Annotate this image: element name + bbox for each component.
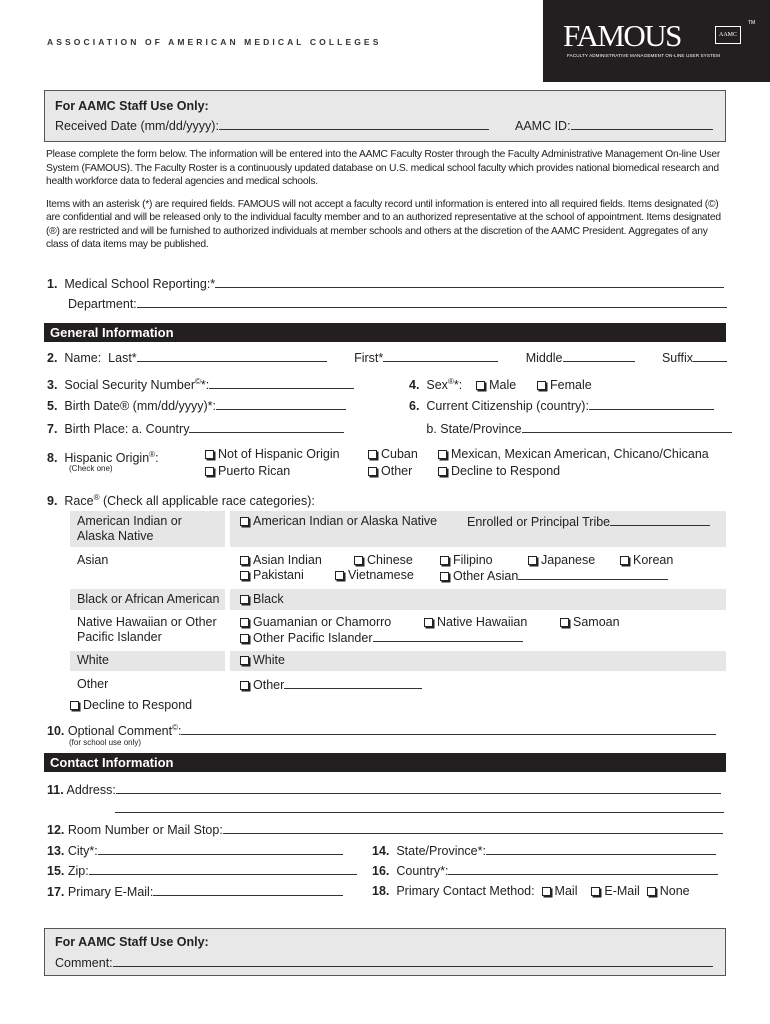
school-use-note: (for school use only): [69, 738, 142, 747]
asian-indian-checkbox[interactable]: Asian Indian: [240, 553, 322, 568]
zip-field[interactable]: 15. Zip:: [47, 863, 357, 879]
race-category-label: Asian: [77, 553, 109, 567]
race-category-label: Other: [77, 677, 109, 691]
hispanic-other-checkbox[interactable]: Other: [368, 464, 412, 479]
staff-use-box-top: For AAMC Staff Use Only: Received Date (mm/dd/yyyy): AAMC ID:: [44, 90, 726, 142]
room-number-field[interactable]: 12. Room Number or Mail Stop:: [47, 822, 723, 838]
contact-email-checkbox[interactable]: E-Mail: [591, 884, 639, 898]
famous-logo: FAMOUS AAMC TM FACULTY ADMINISTRATIVE MANAGEMENT ON-LINE USER SYSTEM: [543, 0, 770, 82]
sex-female-checkbox[interactable]: Female: [537, 378, 592, 392]
received-date-field[interactable]: Received Date (mm/dd/yyyy):: [55, 118, 489, 134]
address-line-2[interactable]: [115, 812, 724, 813]
birth-country-field[interactable]: 7. Birth Place: a. Country: [47, 421, 344, 437]
race-other-checkbox[interactable]: Other: [240, 677, 422, 693]
address-field[interactable]: 11. Address:: [47, 782, 721, 798]
city-field[interactable]: 13. City*:: [47, 843, 343, 859]
middle-name-field[interactable]: Middle: [526, 350, 635, 366]
aamc-badge: AAMC: [715, 26, 741, 44]
sex-field: 4. Sex®*: Male Female: [409, 377, 592, 393]
sex-male-checkbox[interactable]: Male: [476, 378, 516, 392]
medical-school-field[interactable]: 1. Medical School Reporting:*: [47, 276, 724, 292]
section-general-information: General Information: [44, 323, 726, 342]
chinese-checkbox[interactable]: Chinese: [354, 553, 413, 568]
state-field[interactable]: 14. State/Province*:: [372, 843, 716, 859]
ssn-field[interactable]: 3. Social Security Number©*:: [47, 374, 354, 393]
hispanic-origin-label: 8. Hispanic Origin®:: [47, 450, 159, 466]
country-field[interactable]: 16. Country*:: [372, 863, 718, 879]
hispanic-mexican-checkbox[interactable]: Mexican, Mexican American, Chicano/Chicana: [438, 447, 709, 462]
contact-method-field: 18. Primary Contact Method: Mail E-Mail None: [372, 884, 690, 898]
race-decline-checkbox[interactable]: Decline to Respond: [70, 698, 192, 713]
first-name-field[interactable]: First*: [354, 350, 498, 366]
birth-state-field[interactable]: b. State/Province: [409, 421, 732, 437]
citizenship-field[interactable]: 6. Current Citizenship (country):: [409, 398, 714, 414]
name-row: [47, 350, 727, 366]
race-row-bg: [230, 651, 726, 671]
section-contact-information: Contact Information: [44, 753, 726, 772]
race-category-label: American Indian or Alaska Native: [77, 514, 182, 543]
race-category-label: Black or African American: [77, 592, 220, 606]
intro-paragraph-2: Items with an asterisk (*) are required fields. FAMOUS will not accept a faculty record until information is entered into all required fields. Items designated (©) are confidential and will be released only to the individual faculty member and to an authorized representative at the school of appointment. Items designated (®) are restricted and will be furnished to authorized individuals at member schools and others at the discretion of the AAMC President. Aggregates of any class of data items may be published.: [46, 198, 721, 250]
tribe-field[interactable]: Enrolled or Principal Tribe: [467, 514, 710, 530]
contact-mail-checkbox[interactable]: Mail: [542, 884, 578, 898]
staff-comment-field[interactable]: Comment:: [55, 955, 713, 971]
black-checkbox[interactable]: Black: [240, 592, 284, 607]
intro-paragraph-1: Please complete the form below. The information will be entered into the AAMC Faculty Roster through the Faculty Administrative Management On-line User System (FAMOUS). The Faculty Roster is a continuously updated database on U.S. medical school faculty which provides national biomedical research and health workforce data to federal agencies and medical schools.: [46, 149, 721, 187]
last-name-field[interactable]: 2. Name: Last*: [47, 350, 327, 366]
other-asian-checkbox[interactable]: Other Asian: [440, 568, 668, 584]
intro-text: [46, 148, 728, 252]
department-field[interactable]: Department:: [68, 296, 727, 312]
race-american-indian-checkbox[interactable]: American Indian or Alaska Native: [240, 514, 437, 529]
aamc-id-field[interactable]: AAMC ID:: [515, 118, 713, 134]
hispanic-not-checkbox[interactable]: Not of Hispanic Origin: [205, 447, 340, 462]
race-category-label: White: [77, 653, 109, 667]
native-hawaiian-checkbox[interactable]: Native Hawaiian: [424, 615, 527, 630]
samoan-checkbox[interactable]: Samoan: [560, 615, 620, 630]
birth-date-field[interactable]: 5. Birth Date® (mm/dd/yyyy)*:: [47, 398, 346, 414]
japanese-checkbox[interactable]: Japanese: [528, 553, 595, 568]
vietnamese-checkbox[interactable]: Vietnamese: [335, 568, 414, 583]
check-one-note: (Check one): [69, 464, 113, 473]
other-pacific-islander-checkbox[interactable]: Other Pacific Islander: [240, 630, 523, 646]
optional-comment-field[interactable]: 10. Optional Comment©:: [47, 720, 716, 739]
white-checkbox[interactable]: White: [240, 653, 285, 668]
pakistani-checkbox[interactable]: Pakistani: [240, 568, 304, 583]
staff-use-box-bottom: For AAMC Staff Use Only: Comment:: [44, 928, 726, 976]
korean-checkbox[interactable]: Korean: [620, 553, 673, 568]
suffix-field[interactable]: Suffix: [662, 350, 727, 366]
race-label: 9. Race® (Check all applicable race categories):: [47, 493, 315, 509]
org-name: ASSOCIATION OF AMERICAN MEDICAL COLLEGES: [47, 37, 382, 47]
hispanic-decline-checkbox[interactable]: Decline to Respond: [438, 464, 560, 479]
email-field[interactable]: 17. Primary E-Mail:: [47, 884, 343, 900]
filipino-checkbox[interactable]: Filipino: [440, 553, 493, 568]
race-row-bg: [230, 589, 726, 610]
race-category-label: Native Hawaiian or Other Pacific Islander: [77, 615, 217, 644]
hispanic-cuban-checkbox[interactable]: Cuban: [368, 447, 418, 462]
hispanic-puerto-rican-checkbox[interactable]: Puerto Rican: [205, 464, 290, 479]
contact-none-checkbox[interactable]: None: [647, 884, 690, 898]
guamanian-checkbox[interactable]: Guamanian or Chamorro: [240, 615, 391, 630]
